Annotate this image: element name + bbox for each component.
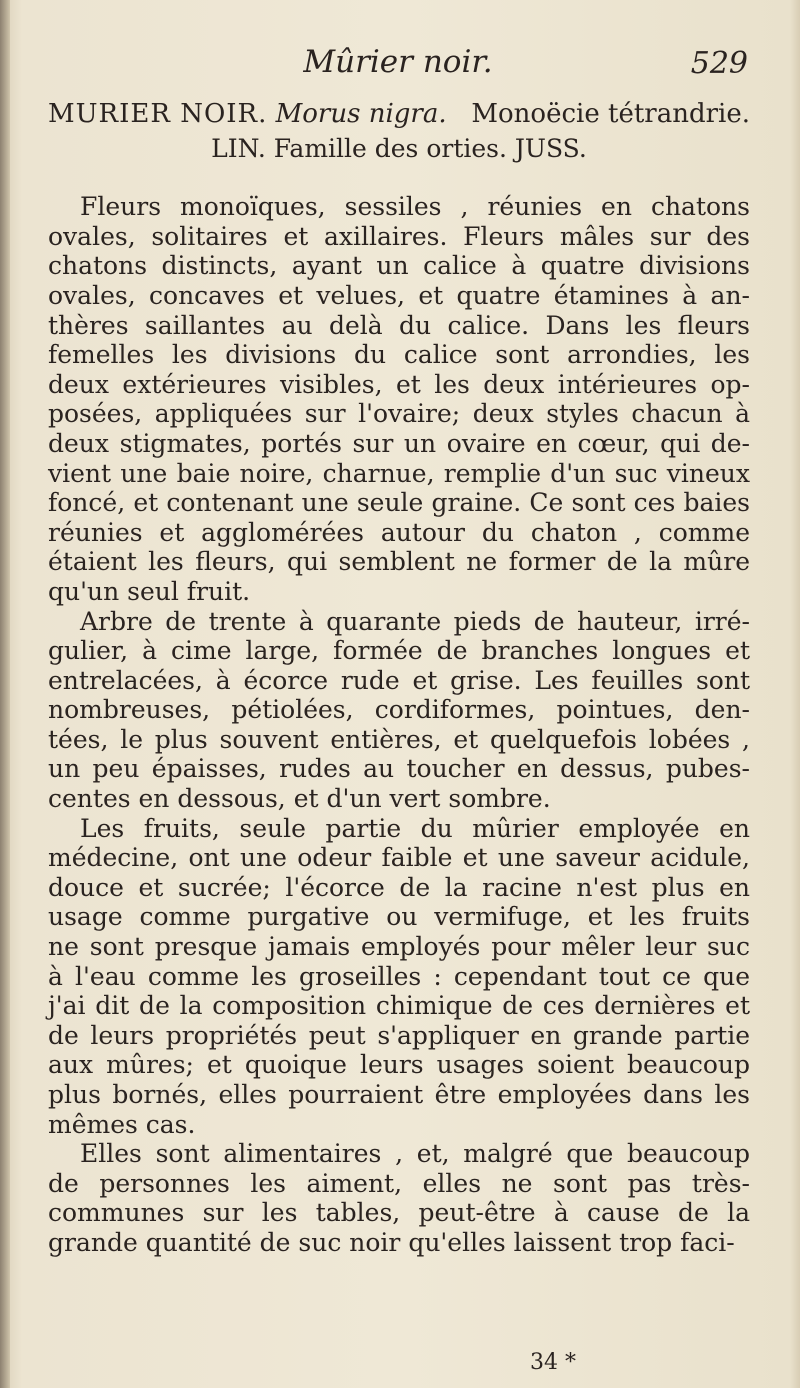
text-line: usage comme purgative ou vermifuge, et les fruits bbox=[48, 902, 750, 932]
text-line: douce et sucrée; l'écorce de la racine n'est plus en bbox=[48, 872, 750, 902]
text-line: grande quantité de suc noir qu'elles laissent trop faci- bbox=[48, 1227, 735, 1257]
text-line: médecine, ont une odeur faible et une saveur acidule, bbox=[48, 843, 750, 873]
text-line: aux mûres; et quoique leurs usages soient beaucoup bbox=[48, 1050, 750, 1080]
text-line: tées, le plus souvent entières, et quelquefois lobées , bbox=[48, 724, 750, 754]
text-line: Arbre de trente à quarante pieds de hauteur, irré- bbox=[80, 606, 750, 636]
entry-title bbox=[48, 100, 750, 130]
text-line: ovales, solitaires et axillaires. Fleurs mâles sur des bbox=[48, 221, 750, 251]
text-line: plus bornés, elles pourraient être employées dans les bbox=[48, 1080, 750, 1109]
page-gutter bbox=[0, 0, 10, 1388]
entry-name: MURIER NOIR. bbox=[48, 99, 268, 129]
text-line: de leurs propriétés peut s'appliquer en grande partie bbox=[48, 1020, 750, 1050]
text-line: Les fruits, seule partie du mûrier employée en bbox=[80, 813, 750, 843]
page-number: 529 bbox=[690, 46, 748, 81]
paragraph-flowers bbox=[48, 192, 750, 606]
text-line: qu'un seul fruit. bbox=[48, 576, 251, 606]
entry-authorities: LIN. Famille des orties. JUSS. bbox=[211, 133, 587, 163]
paragraph-fruits bbox=[48, 814, 750, 1140]
text-line: entrelacées, à écorce rude et grise. Les feuilles sont bbox=[48, 665, 750, 695]
text-line: un peu épaisses, rudes au toucher en dessus, pubes- bbox=[48, 754, 750, 784]
text-line: centes en dessous, et d'un vert sombre. bbox=[48, 784, 551, 814]
text-line: femelles les divisions du calice sont arrondies, les bbox=[48, 340, 750, 370]
entry-classification: Monoëcie tétrandrie. bbox=[471, 99, 750, 129]
text-line: thères saillantes au delà du calice. Dans les fleurs bbox=[48, 310, 750, 340]
text-line: communes sur les tables, peut-être à cause de la bbox=[48, 1198, 750, 1228]
text-line: deux extérieures visibles, et les deux intérieures op- bbox=[48, 369, 750, 399]
signature-mark: 34 * bbox=[530, 1350, 576, 1375]
text-line: j'ai dit de la composition chimique de ces dernières et bbox=[48, 991, 750, 1021]
running-title: Mûrier noir. bbox=[303, 44, 493, 80]
text-line: à l'eau comme les groseilles : cependant tout ce que bbox=[48, 961, 750, 991]
text-line: réunies et agglomérées autour du chaton , comme bbox=[48, 517, 750, 547]
text-line: Elles sont alimentaires , et, malgré que beaucoup bbox=[80, 1139, 750, 1169]
text-line: chatons distincts, ayant un calice à quatre divisions bbox=[48, 251, 750, 281]
text-line: nombreuses, pétiolées, cordiformes, pointues, den- bbox=[48, 695, 750, 725]
text-line: ovales, concaves et velues, et quatre étamines à an- bbox=[48, 280, 750, 310]
entry-latin-name: Morus nigra. bbox=[275, 99, 447, 129]
text-line: Fleurs monoïques, sessiles , réunies en chatons bbox=[80, 192, 750, 222]
text-line: étaient les fleurs, qui semblent ne former de la mûre bbox=[48, 547, 750, 577]
page-header bbox=[48, 44, 748, 94]
paragraph-tree bbox=[48, 607, 750, 814]
text-line: gulier, à cime large, formée de branches longues et bbox=[48, 636, 750, 666]
text-line: posées, appliquées sur l'ovaire; deux styles chacun à bbox=[48, 399, 750, 429]
text-line: foncé, et contenant une seule graine. Ce sont ces baies bbox=[48, 488, 750, 518]
paragraph-food bbox=[48, 1139, 750, 1257]
text-line: de personnes les aiment, elles ne sont pas très- bbox=[48, 1168, 750, 1198]
text-line: deux stigmates, portés sur un ovaire en cœur, qui de- bbox=[48, 428, 750, 458]
text-line: vient une baie noire, charnue, remplie d'un suc vineux bbox=[48, 458, 750, 488]
text-line: ne sont presque jamais employés pour mêler leur suc bbox=[48, 932, 750, 962]
text-line: mêmes cas. bbox=[48, 1109, 196, 1139]
body-text bbox=[48, 100, 750, 1258]
